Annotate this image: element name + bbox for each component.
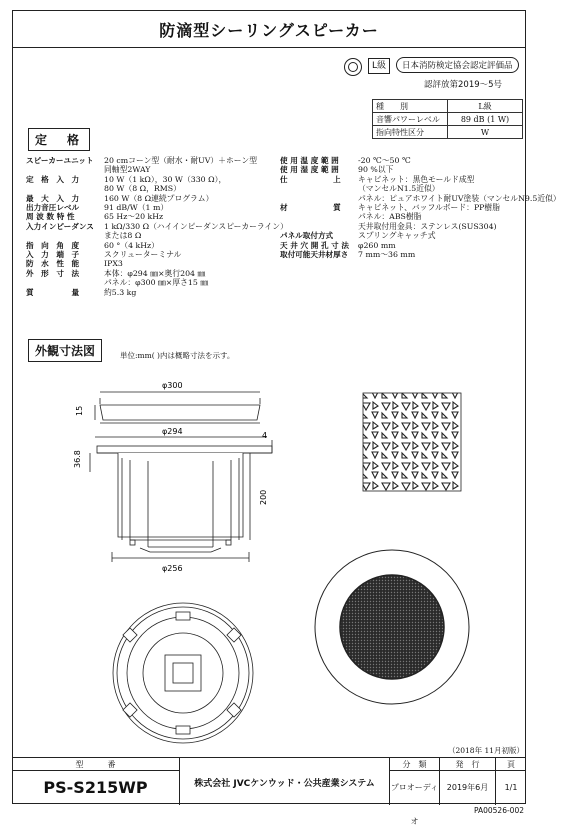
panel-thickness-label: 15: [75, 405, 84, 416]
page-number: 1/1: [504, 783, 518, 792]
spec-value: 1 kΩ/330 Ω（ハイインピーダンスピーカーライン）: [104, 221, 288, 231]
spec-value: （マンセルN1.5近似）: [358, 184, 440, 194]
association-badge: 日本消防検定協会認定評価品: [396, 57, 519, 73]
back-view-drawing: [113, 603, 253, 743]
category-header: 分 類: [390, 758, 440, 771]
spec-label: 使 用 湿 度 範 囲: [280, 165, 339, 175]
rating-value: L級: [448, 100, 523, 113]
depth-label: 200: [259, 489, 268, 505]
page-title: 防滴型シーリングスピーカー: [159, 21, 379, 40]
spec-value: パネル：φ300 ㎜×厚さ15 ㎜: [104, 278, 209, 288]
grille-pattern-view: [363, 393, 461, 491]
page-header: 頁: [496, 758, 526, 771]
spec-value: 80 W（8 Ω，RMS）: [104, 184, 181, 194]
spec-label: 最 大 入 力: [26, 193, 80, 203]
spec-value: 90 %以下: [358, 165, 394, 175]
spec-value: 65 Hz～20 kHz: [104, 212, 164, 222]
dimension-note: 単位:mm( )内は概略寸法を示す。: [120, 351, 235, 360]
spec-label: 外 形 寸 法: [26, 268, 80, 278]
rating-label: 音響パワーレベル: [373, 113, 448, 126]
spec-value: 約5.3 kg: [104, 287, 137, 297]
rating-value: W: [448, 126, 523, 139]
approval-number: 認評放第2019～5号: [424, 80, 503, 90]
spec-label: 入 力 端 子: [26, 250, 80, 259]
spec-label: 周 波 数 特 性: [26, 212, 75, 222]
spec-value: IPX3: [104, 259, 123, 269]
spec-label: 使 用 温 度 範 囲: [280, 156, 339, 165]
body-outline: [118, 453, 243, 537]
front-view-drawing: [315, 550, 469, 704]
spec-label: 天 井 穴 開 孔 寸 法: [280, 240, 350, 250]
upper-height-label: 36.8: [73, 450, 82, 468]
spec-value: キャビネット、バッフルボード：PP樹脂: [358, 203, 501, 212]
spec-label: 定 格 入 力: [26, 174, 80, 184]
spec-value: パネル：ABS樹脂: [358, 212, 422, 222]
spec-label: スピーカーユニット: [26, 156, 94, 165]
spec-value: 60 °（4 kHz）: [104, 240, 159, 250]
model-number: PS-S215WP: [12, 771, 180, 805]
rating-value: 89 dB (1 W): [448, 113, 523, 126]
spec-value: キャビネット：黒色モールド成型: [358, 174, 475, 184]
flange-label: 4: [262, 431, 268, 440]
company-name: 株式会社 JVCケンウッド・公共産業システム: [180, 758, 390, 805]
side-view-drawing: [90, 392, 272, 562]
spec-value: 10 W（1 kΩ），30 W（330 Ω），: [104, 174, 227, 184]
spec-label: 質 量: [26, 287, 80, 297]
issue-date: 2019年6月: [440, 771, 496, 805]
spec-value: スクリューターミナル: [104, 250, 182, 259]
document-number: PA00526-002: [473, 806, 524, 815]
spec-value: 91 dB/W（1 m）: [104, 203, 169, 212]
spec-label: 材 質: [280, 203, 341, 212]
panel-dia-label: φ300: [162, 381, 183, 390]
issue-header: 発 行: [440, 758, 496, 771]
spec-value: 同軸型2WAY: [104, 165, 151, 175]
spec-value: 7 mm～36 mm: [358, 250, 416, 259]
spec-value: パネル：ピュアホワイト耐UV塗装（マンセルN9.5近似）: [358, 193, 561, 203]
spec-value: 20 cmコーン型（耐水・耐UV）＋ホーン型: [104, 156, 258, 165]
body-dia-label: φ294: [162, 427, 183, 436]
spec-section-title: 定 格: [28, 128, 90, 151]
spec-value: -20 ℃～50 ℃: [358, 156, 411, 165]
spec-label: 指 向 角 度: [26, 240, 80, 250]
spec-label: 出力音圧レベル: [26, 203, 80, 212]
spec-label: 取付可能天井材厚さ: [280, 250, 349, 259]
dimension-section-title: 外観寸法図: [28, 339, 102, 362]
spec-value: または8 Ω: [104, 231, 142, 241]
spec-label: 防 水 性 能: [26, 259, 80, 269]
category-value: プロオーディオ: [390, 771, 440, 805]
spec-value: スプリングキャッチ式: [358, 231, 436, 241]
spec-value: 160 W（8 Ω連続プログラム）: [104, 193, 214, 203]
spec-value: 本体：φ294 ㎜×奥行204 ㎜: [104, 268, 206, 278]
spec-label: 仕 上: [280, 174, 341, 184]
rating-label: 種 別: [373, 100, 448, 113]
spec-label: 入力インピーダンス: [26, 221, 94, 231]
spec-value: φ260 mm: [358, 240, 396, 250]
grade-badge: L級: [368, 58, 390, 74]
edition-note: （2018年 11月初版）: [447, 746, 524, 755]
model-header: 型 番: [12, 758, 180, 771]
panel-outline: [100, 405, 260, 420]
rating-label: 指向特性区分: [373, 126, 448, 139]
flange-outline: [97, 446, 272, 453]
spec-value: 天井取付用金具：ステンレス(SUS304): [358, 221, 497, 231]
spec-label: パネル取付方式: [280, 231, 334, 241]
bottom-dia-label: φ256: [162, 564, 183, 573]
